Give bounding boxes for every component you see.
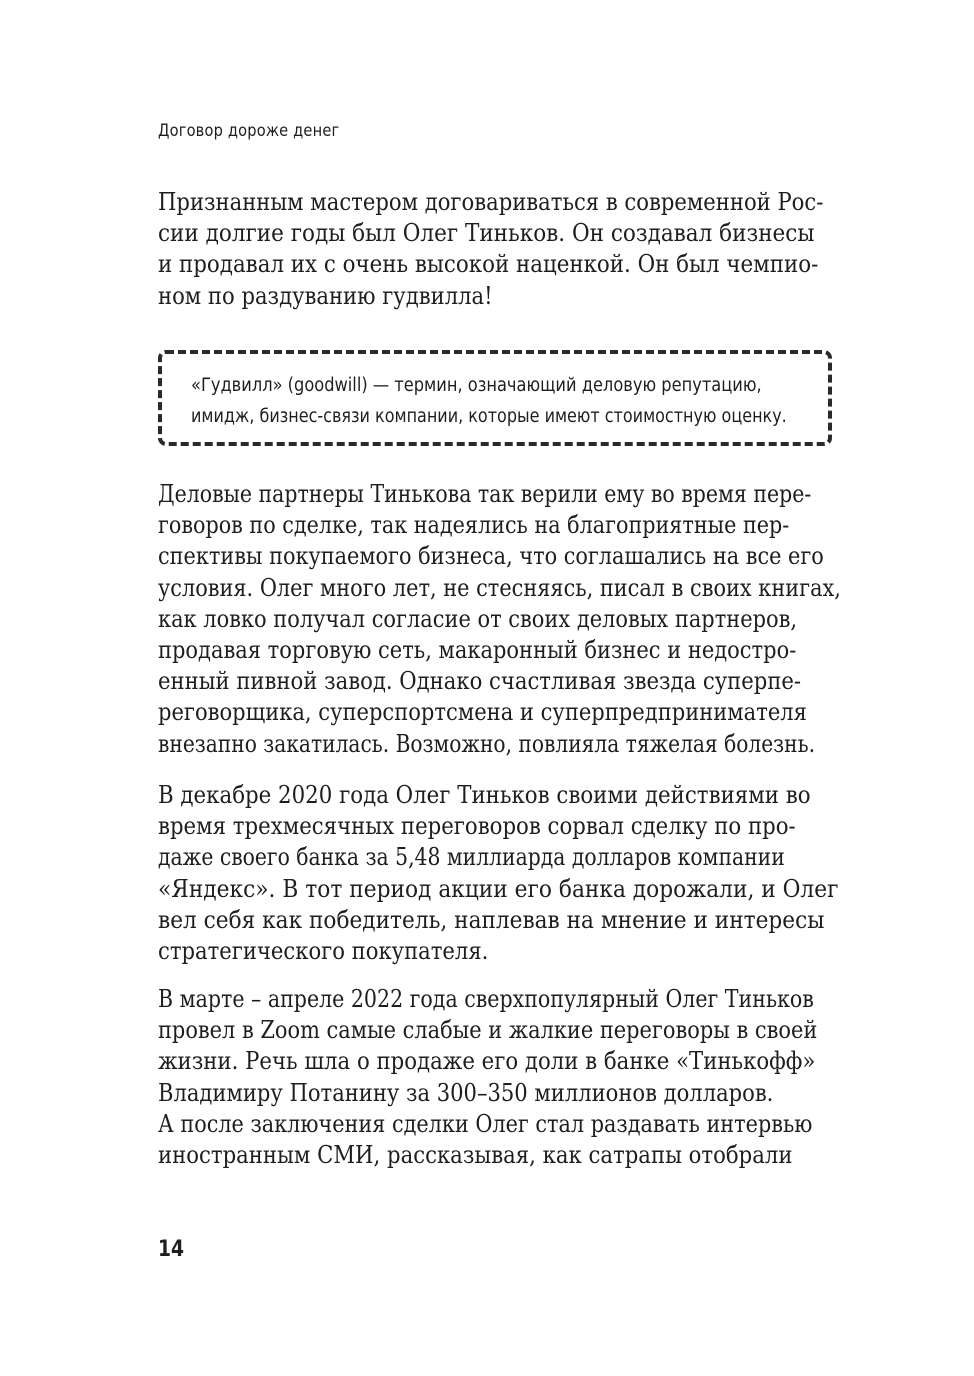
text-line: В марте – апреле 2022 года сверхпопулярный Олег Тиньков — [158, 985, 814, 1013]
text-line: В декабре 2020 года Олег Тиньков своими действиями во — [158, 781, 811, 809]
text-line: иностранным СМИ, рассказывая, как сатрапы отобрали — [158, 1141, 793, 1170]
text-line: даже своего банка за 5,48 миллиарда долларов компании — [158, 843, 785, 872]
text-line: внезапно закатилась. Возможно, повлияла тяжелая болезнь. — [158, 729, 816, 758]
text-line: енный пивной завод. Однако счастливая звезда суперпе- — [158, 667, 802, 696]
text-line: Деловые партнеры Тинькова так верили ему во время пере- — [158, 480, 812, 508]
text-line: стратегического покупателя. — [158, 937, 489, 966]
text-line: провел в Zoom самые слабые и жалкие переговоры в своей — [158, 1016, 818, 1045]
page-number: 14 — [158, 1237, 185, 1262]
text-line: ном по раздуванию гудвилла! — [158, 281, 493, 310]
goodwill-definition-callout — [158, 350, 832, 446]
callout-line: имидж, бизнес-связи компании, которые имеют стоимостную оценку. — [191, 406, 787, 427]
text-line: спективы покупаемого бизнеса, что соглашались на все его — [158, 542, 824, 571]
text-line: вел себя как победитель, наплевав на мнение и интересы — [158, 905, 825, 934]
text-line: сии долгие годы был Олег Тиньков. Он создавал бизнесы — [158, 219, 815, 248]
text-line: как ловко получал согласие от своих деловых партнеров, — [158, 604, 798, 633]
paragraph-1 — [158, 187, 834, 312]
text-line: «Яндекс». В тот период акции его банка дорожали, и Олег — [158, 874, 839, 903]
text-line: Владимиру Потанину за 300–350 миллионов долларов. — [158, 1078, 774, 1107]
text-line: реговорщика, суперспортсмена и суперпредпринимателя — [158, 698, 807, 727]
paragraph-4 — [158, 984, 834, 1171]
text-line: жизни. Речь шла о продаже его доли в банке «Тинькофф» — [158, 1047, 816, 1076]
text-line: говоров по сделке, так надеялись на благоприятные пер- — [158, 511, 790, 540]
callout-text — [191, 370, 880, 432]
text-line: условия. Олег много лет, не стесняясь, писал в своих книгах, — [158, 573, 841, 602]
running-header: Договор дороже денег — [158, 121, 340, 141]
callout-line: «Гудвилл» (goodwill) — термин, означающий деловую репутацию, — [191, 375, 762, 396]
text-line: и продавал их с очень высокой наценкой. Он был чемпио- — [158, 250, 819, 279]
text-line: время трехмесячных переговоров сорвал сделку по про- — [158, 812, 796, 841]
text-line: А после заключения сделки Олег стал раздавать интервью — [158, 1109, 813, 1138]
text-line: Признанным мастером договариваться в современной Рос- — [158, 188, 824, 216]
text-line: продавая торговую сеть, макаронный бизнес и недостро- — [158, 636, 797, 665]
paragraph-3 — [158, 780, 839, 967]
paragraph-2 — [158, 479, 841, 760]
